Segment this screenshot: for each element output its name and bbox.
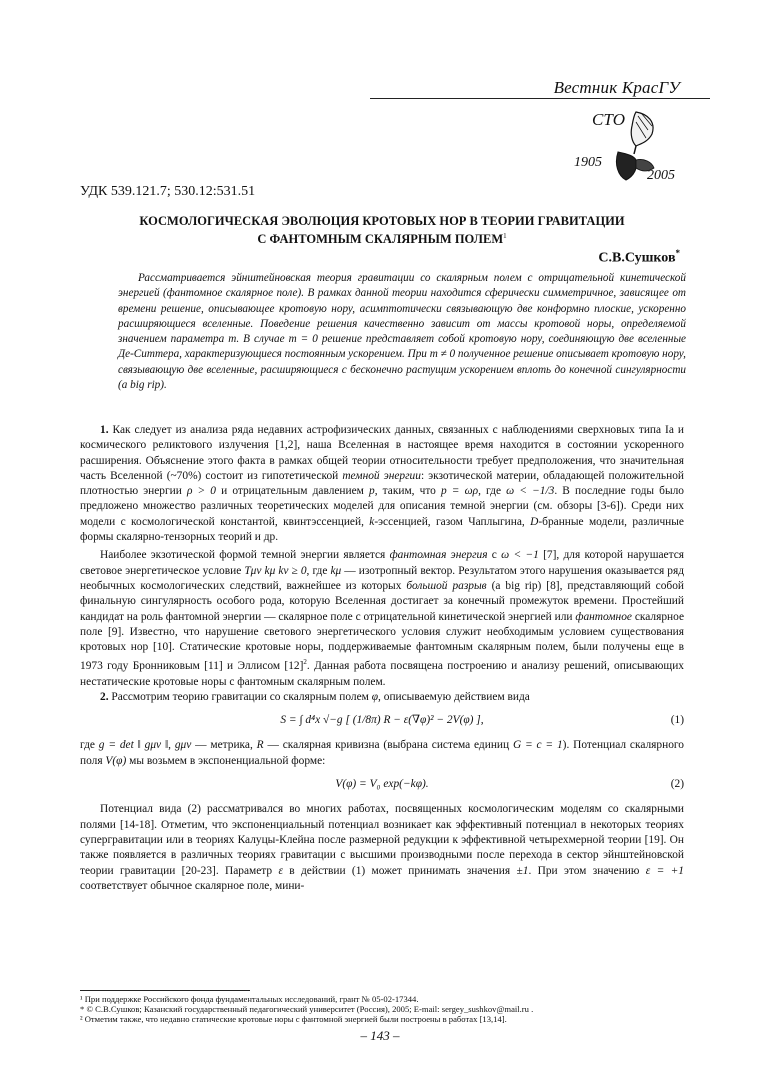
footnote-1: ¹ При поддержке Российского фонда фундаментальных исследований, грант № 05-02-17344.	[80, 994, 419, 1004]
title-line-1: КОСМОЛОГИЧЕСКАЯ ЭВОЛЮЦИЯ КРОТОВЫХ НОР В ТЕОРИИ ГРАВИТАЦИИ	[139, 214, 625, 228]
page-number: – 143 –	[360, 1028, 400, 1043]
udk-code: УДК 539.121.7; 530.12:531.51	[80, 184, 256, 199]
author-name: С.В.Сушков*	[598, 248, 680, 266]
paragraph-5: Потенциал вида (2) рассматривался во многих работах, посвященных космологическим моделям со скалярными полями [14-18]. Отметим, что экспоненциальный потенциал возникает как эффективный потенциал в некоторых теориях супергравитации или в теориях Калуцы-Клейна после размерной редукции к эффективной четырехмерной теории [19]. Он также появляется в различных теориях гравитации с высшими производными после перехода в сектор эйнштейновской теории гравитации [20-23]. Параметр ε в действии (1) может принимать значения ±1. При этом значению ε = +1 соответствует обычное скалярное поле, мини-	[80, 803, 684, 892]
footnote-2: * © С.В.Сушков; Казанский государственный педагогический университет (Россия), 2005; E-mail: sergey_sushkov@mail.ru .	[80, 1004, 534, 1014]
equation-2-text: V(φ) = V₀ exp(−kφ).	[335, 778, 429, 791]
equation-1-number: (1)	[670, 714, 684, 727]
equation-1	[80, 713, 684, 728]
paragraph-4: где g = det ‖ gμν ‖, gμν — метрика, R — скалярная кривизна (выбрана система единиц G = c = 1). Потенциал скалярного поля V(φ) мы возьмем в экспоненциальной форме:	[80, 739, 684, 767]
body-text	[80, 423, 684, 894]
equation-2-number: (2)	[670, 778, 684, 791]
paragraph-2: Наиболее экзотической формой темной энергии является фантомная энергия с ω < −1 [7], для которой нарушается световое энергетическое условие Tμν kμ kν ≥ 0, где kμ — изотропный вектор. Результатом этого нарушения оказывается ряд необычных космологических следствий, важнейшее из которых большой разрыв (a big rip) [8], представляющий собой финальную сингулярность особого рода, которую Вселенная достигает за конечный промежуток времени. Простейший кандидат на роль фантомной энергии — скалярное поле с отрицательной кинетической энергией или фантомное скалярное поле [9]. Известно, что нарушение светового энергетического условия служит необходимым условием существования кротовых нор [10]. Статические кротовые норы, поддерживаемые фантомным скалярным полем, были получены еще в 1973 году Бронниковым [11] и Эллисом $[12]^2$. Данная работа посвящена построению и анализу решений, описывающих нестатические кротовые норы с фантомным скалярным полем.	[80, 549, 685, 688]
title-line-2: С ФАНТОМНЫМ СКАЛЯРНЫМ ПОЛЕМ$^1$	[257, 232, 507, 247]
paragraph-3: 2. Рассмотрим теорию гравитации со скалярным полем φ, описываемую действием вида	[100, 690, 530, 703]
paragraph-1: 1. Как следует из анализа ряда недавних астрофизических данных, связанных с наблюдениями сверхновых типа Ia и космического реликтового излучения [1,2], наша Вселенная в настоящее время находится в состоянии ускоренного расширения. Объяснение этого факта в рамках общей теории относительности требует предположения, что значительная часть Вселенной (~70%) состоит из гипотетической темной энергии: экзотической материи, обладающей положительной плотностью энергии ρ > 0 и отрицательным давлением p, таким, что p = ωρ, где ω < −1/3. В последние годы было предложено множество различных теоретических моделей для описания темной энергии (см. обзоры [3-6]). Среди них модели с космологической константой, квинтэссенцией, k-эссенцией, газом Чаплыгина, D-бранные модели, различные формы скалярно-тензорных теорий и др.	[80, 424, 684, 544]
header-rule	[370, 98, 710, 99]
year-end: 2005	[647, 168, 675, 183]
sto-label: СТО	[592, 110, 626, 129]
equation-1-text: S = ∫ d⁴x √−g [ (1/8π) R − ε(∇φ)² − 2V(φ) ],	[280, 714, 484, 727]
abstract: Рассматривается эйнштейновская теория гравитации со скалярным полем с отрицательной кинетической энергией (фантомное скалярное поле). В рамках данной теории находится сферически симметричное, зависящее от времени решение, описывающее кротовую нору, асимптотически связывающую две конформно плоские, ускоренно расширяющиеся вселенные. Поведение решения качественно зависит от массы кротовой норы, определяемой значением параметра m. В случае m = 0 решение представляет собой кротовую нору, соединяющую две вселенные Де-Ситтера, характеризующиеся постоянным ускорением. При m ≠ 0 полученное решение описывает кротовую нору, связывающую две вселенные, расширяющиеся с бесконечно растущим ускорением вплоть до конечной сингулярности (a big rip).	[118, 272, 686, 392]
equation-2	[80, 777, 684, 792]
footnote-rule	[80, 990, 250, 991]
paper-title	[80, 214, 684, 247]
journal-name: Вестник КрасГУ	[553, 78, 680, 97]
year-start: 1905	[574, 155, 602, 170]
footnote-3: ² Отметим также, что недавно статические кротовые норы с фантомной энергией были построены в работах [13,14].	[80, 1014, 507, 1024]
